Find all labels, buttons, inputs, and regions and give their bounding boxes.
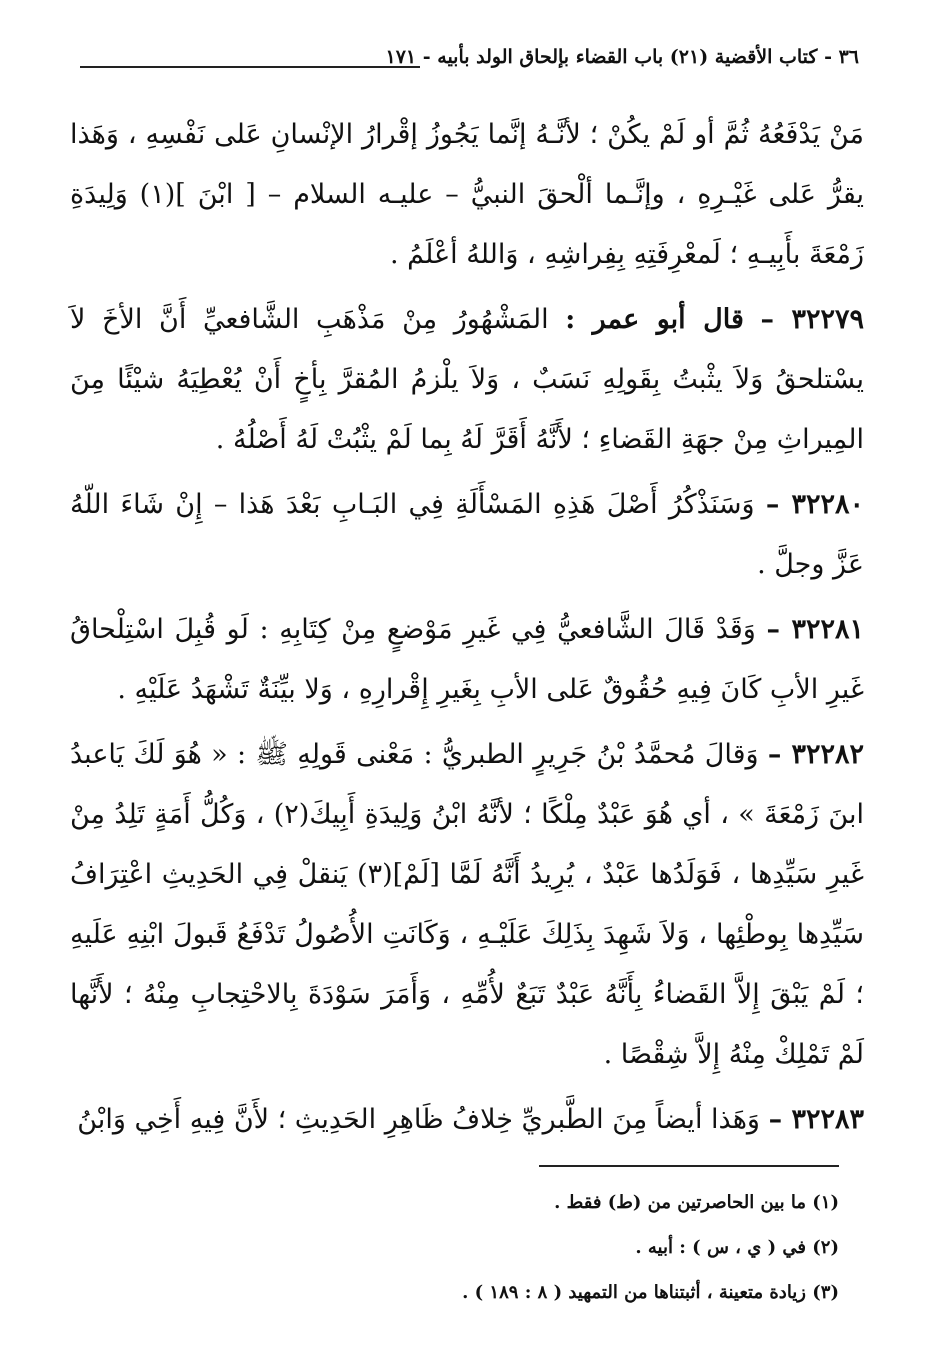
paragraph-text: المَشْهُورُ مِنْ مَذْهَبِ الشَّافعيِّ أَنَّ الأخَ لاَ يسْتلحقُ وَلاَ يثْبتُ بِقَولِهِ نَسَبٌ ، وَلاَ يلْزمُ المُقرَّ بِأخٍ أَنْ يُعْطِيَهُ شيْئًا مِنَ المِيراثِ مِنْ جهَةِ القَضاءِ ؛ لأَنَّهُ أَقَرَّ لَهُ بِما لَمْ يثْبُتْ لَهُ أَصْلُهُ .: [70, 304, 865, 455]
paragraph-speaker: قال أبو عمر :: [565, 304, 744, 335]
footnotes: [60, 1180, 839, 1315]
paragraph-number: ٣٢٢٨٣ –: [768, 1104, 864, 1135]
paragraph-text: مَنْ يَدْفَعُهُ ثُمَّ أو لَمْ يكُنْ ؛ لأنَّـهُ إنَّما يَجُوزُ إقْرارُ الإنْسانِ عَلى نَفْسِهِ ، وَهَذا يقرُّ عَلى غَيْـرِهِ ، وإنَّـما ألْحقَ النبيُّ – عليـه السلام – [ ابْنَ ](١) وَلِيدَةِ زَمْعَةَ بأَبِيـهِ ؛ لَمعْرِفَتِهِ بِفِراشِهِ ، وَاللهُ أعْلَمُ .: [70, 119, 864, 270]
paragraph-text: وَقَدْ قَالَ الشَّافعيُّ فِي غَيرِ مَوْضعٍ مِنْ كِتَابِهِ : لَو قُبِلَ اسْتِلْحاقُ غَيرِ الأبِ كَانَ فِيهِ حُقُوقٌ عَلى الأبِ بِغَيرِ إِقْرارِهِ ، وَلا بيِّنَةٌ تَشْهَدُ عَلَيْهِ .: [70, 614, 864, 705]
footnote-1: (١) ما بين الحاصرتين من (ط) فقط .: [554, 1192, 839, 1213]
running-header: [0, 40, 939, 80]
paragraph-32281: [70, 600, 864, 720]
paragraph-continuation: [70, 105, 864, 285]
paragraph-number: ٣٢٢٧٩ –: [760, 304, 864, 335]
paragraph-text: وَهَذا أيضاً مِنَ الطَّبريِّ خِلافُ ظَاهِرِ الحَدِيثِ ؛ لأَنَّ فِيهِ أَخِي وَابْنُ: [77, 1104, 760, 1135]
footnote-3: (٣) زيادة متعينة ، أثبتناها من التمهيد ( ٨ : ١٨٩ ) .: [462, 1282, 839, 1303]
page-number: ١٧١: [385, 46, 417, 68]
paragraph-32282: [70, 725, 864, 1085]
paragraph-32280: [70, 475, 864, 595]
header-rule: [80, 66, 420, 68]
running-title: [386, 46, 859, 68]
paragraph-32283: [70, 1090, 864, 1150]
footnote-rule: [539, 1165, 839, 1167]
paragraph-number: ٣٢٢٨١ –: [766, 614, 864, 645]
footnote-2: (٢) في ( ي ، س ) : أبيه .: [635, 1237, 839, 1258]
paragraph-text: وَسَنَذْكُرُ أَصْلَ هَذِهِ المَسْأَلَةِ فِي البَـابِ بَعْدَ هَذا – إِنْ شَاءَ اللّهُ عَزَّ وجلَّ .: [70, 489, 864, 580]
running-title-text: ٣٦ - كتاب الأقضية (٢١) باب القضاء بإلحاق الولد بأبيه -: [422, 46, 859, 68]
paragraph-32279: [70, 290, 864, 470]
paragraph-number: ٣٢٢٨٠ –: [765, 489, 864, 520]
main-text: [70, 105, 864, 1155]
paragraph-number: ٣٢٢٨٢ –: [767, 739, 864, 770]
paragraph-text: وَقالَ مُحمَّدُ بْنُ جَرِيرٍ الطبريُّ : مَعْنى قَولِهِ ﷺ : « هُوَ لَكَ يَاعبدُ ابنَ زَمْعَةَ » ، أي هُوَ عَبْدٌ مِلْكًا ؛ لأنَّهُ ابْنُ وَلِيدَةِ أَبِيكَ(٢) ، وَكُلُّ أَمَةٍ تَلِدُ مِنْ غَيرِ سَيِّدِها ، فَوَلَدُها عَبْدٌ ، يُرِيدُ أَنَّهُ لَمَّا [لَمْ](٣) يَنقلْ فِي الحَدِيثِ اعْتِرَافُ سَيِّدِها بِوطْئِها ، وَلاَ شَهِدَ بِذَلِكَ عَلَيْـهِ ، وَكَانَتِ الأُصُولُ تَدْفَعُ قَبولَ ابْنِهِ عَلَيهِ ؛ لَمْ يَبْقَ إِلاَّ القَضاءُ بِأَنَّهُ عَبْدٌ تَبَعٌ لأُمِّهِ ، وَأَمَرَ سَوْدَةَ بِالاحْتِجابِ مِنْهُ ؛ لأَنَّها لَمْ تَمْلِكْ مِنْهُ إِلاَّ شِقْصًا .: [70, 739, 865, 1070]
